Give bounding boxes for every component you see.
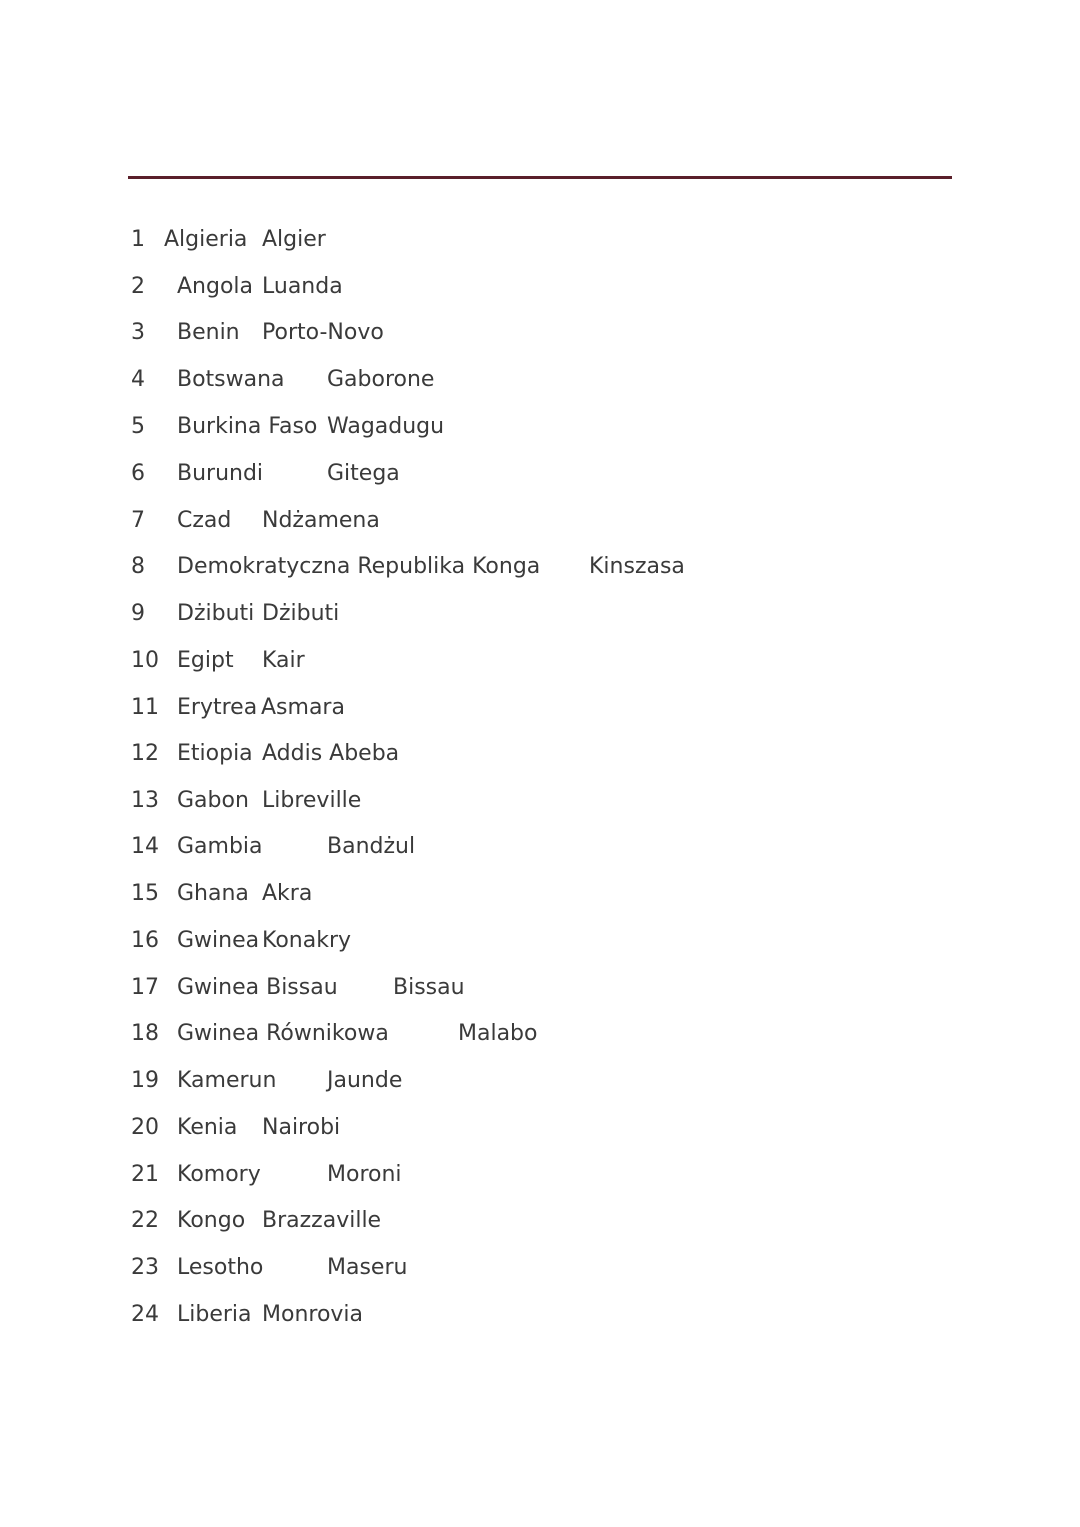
capital-name: Luanda <box>262 274 343 299</box>
capital-name: Addis Abeba <box>262 741 400 766</box>
capital-name: Gaborone <box>327 367 435 392</box>
capital-name: Dżibuti <box>262 601 340 626</box>
country-name: Algieria <box>164 227 248 252</box>
item-number: 15 <box>131 881 159 906</box>
country-name: Etiopia <box>177 741 253 766</box>
capital-name: Brazzaville <box>262 1208 382 1233</box>
country-name: Kongo <box>177 1208 246 1233</box>
country-name: Komory <box>177 1162 261 1187</box>
capital-name: Asmara <box>261 695 345 720</box>
item-number: 16 <box>131 928 159 953</box>
country-name: Ghana <box>177 881 249 906</box>
capital-name: Nairobi <box>262 1115 341 1140</box>
capital-name: Libreville <box>262 788 362 813</box>
capital-name: Jaunde <box>327 1068 403 1093</box>
country-name: Benin <box>177 320 240 345</box>
country-name: Liberia <box>177 1302 252 1327</box>
country-name: Gwinea <box>177 928 260 953</box>
capital-name: Porto-Novo <box>262 320 384 345</box>
capital-name: Algier <box>262 227 326 252</box>
item-number: 23 <box>131 1255 159 1280</box>
country-name: Burundi <box>177 461 264 486</box>
item-number: 10 <box>131 648 159 673</box>
item-number: 2 <box>131 274 145 299</box>
item-number: 9 <box>131 601 145 626</box>
item-number: 14 <box>131 834 159 859</box>
country-name: Gwinea Równikowa <box>177 1021 389 1046</box>
capital-name: Akra <box>262 881 313 906</box>
item-number: 5 <box>131 414 145 439</box>
country-name: Erytrea <box>177 695 258 720</box>
country-name: Angola <box>177 274 254 299</box>
item-number: 8 <box>131 554 145 579</box>
capital-name: Kair <box>262 648 305 673</box>
capital-name: Malabo <box>458 1021 538 1046</box>
country-name: Egipt <box>177 648 234 673</box>
capital-name: Maseru <box>327 1255 408 1280</box>
item-number: 22 <box>131 1208 159 1233</box>
country-name: Kamerun <box>177 1068 277 1093</box>
item-number: 11 <box>131 695 159 720</box>
item-number: 6 <box>131 461 145 486</box>
item-number: 4 <box>131 367 145 392</box>
capital-name: Ndżamena <box>262 508 380 533</box>
country-name: Dżibuti <box>177 601 255 626</box>
country-name: Gwinea Bissau <box>177 975 338 1000</box>
country-name: Lesotho <box>177 1255 264 1280</box>
item-number: 19 <box>131 1068 159 1093</box>
item-number: 18 <box>131 1021 159 1046</box>
capital-name: Bandżul <box>327 834 416 859</box>
capital-name: Kinszasa <box>589 554 685 579</box>
country-name: Gabon <box>177 788 249 813</box>
country-name: Kenia <box>177 1115 238 1140</box>
capital-name: Monrovia <box>262 1302 364 1327</box>
item-number: 1 <box>131 227 145 252</box>
capital-name: Gitega <box>327 461 400 486</box>
item-number: 7 <box>131 508 145 533</box>
capital-name: Bissau <box>393 975 465 1000</box>
country-name: Burkina Faso <box>177 414 318 439</box>
capital-name: Konakry <box>262 928 352 953</box>
item-number: 13 <box>131 788 159 813</box>
item-number: 21 <box>131 1162 159 1187</box>
item-number: 20 <box>131 1115 159 1140</box>
country-name: Botswana <box>177 367 285 392</box>
country-name: Gambia <box>177 834 263 859</box>
capital-name: Wagadugu <box>327 414 445 439</box>
country-name: Demokratyczna Republika Konga <box>177 554 541 579</box>
capital-name: Moroni <box>327 1162 402 1187</box>
item-number: 12 <box>131 741 159 766</box>
item-number: 3 <box>131 320 145 345</box>
item-number: 17 <box>131 975 159 1000</box>
item-number: 24 <box>131 1302 159 1327</box>
country-name: Czad <box>177 508 232 533</box>
